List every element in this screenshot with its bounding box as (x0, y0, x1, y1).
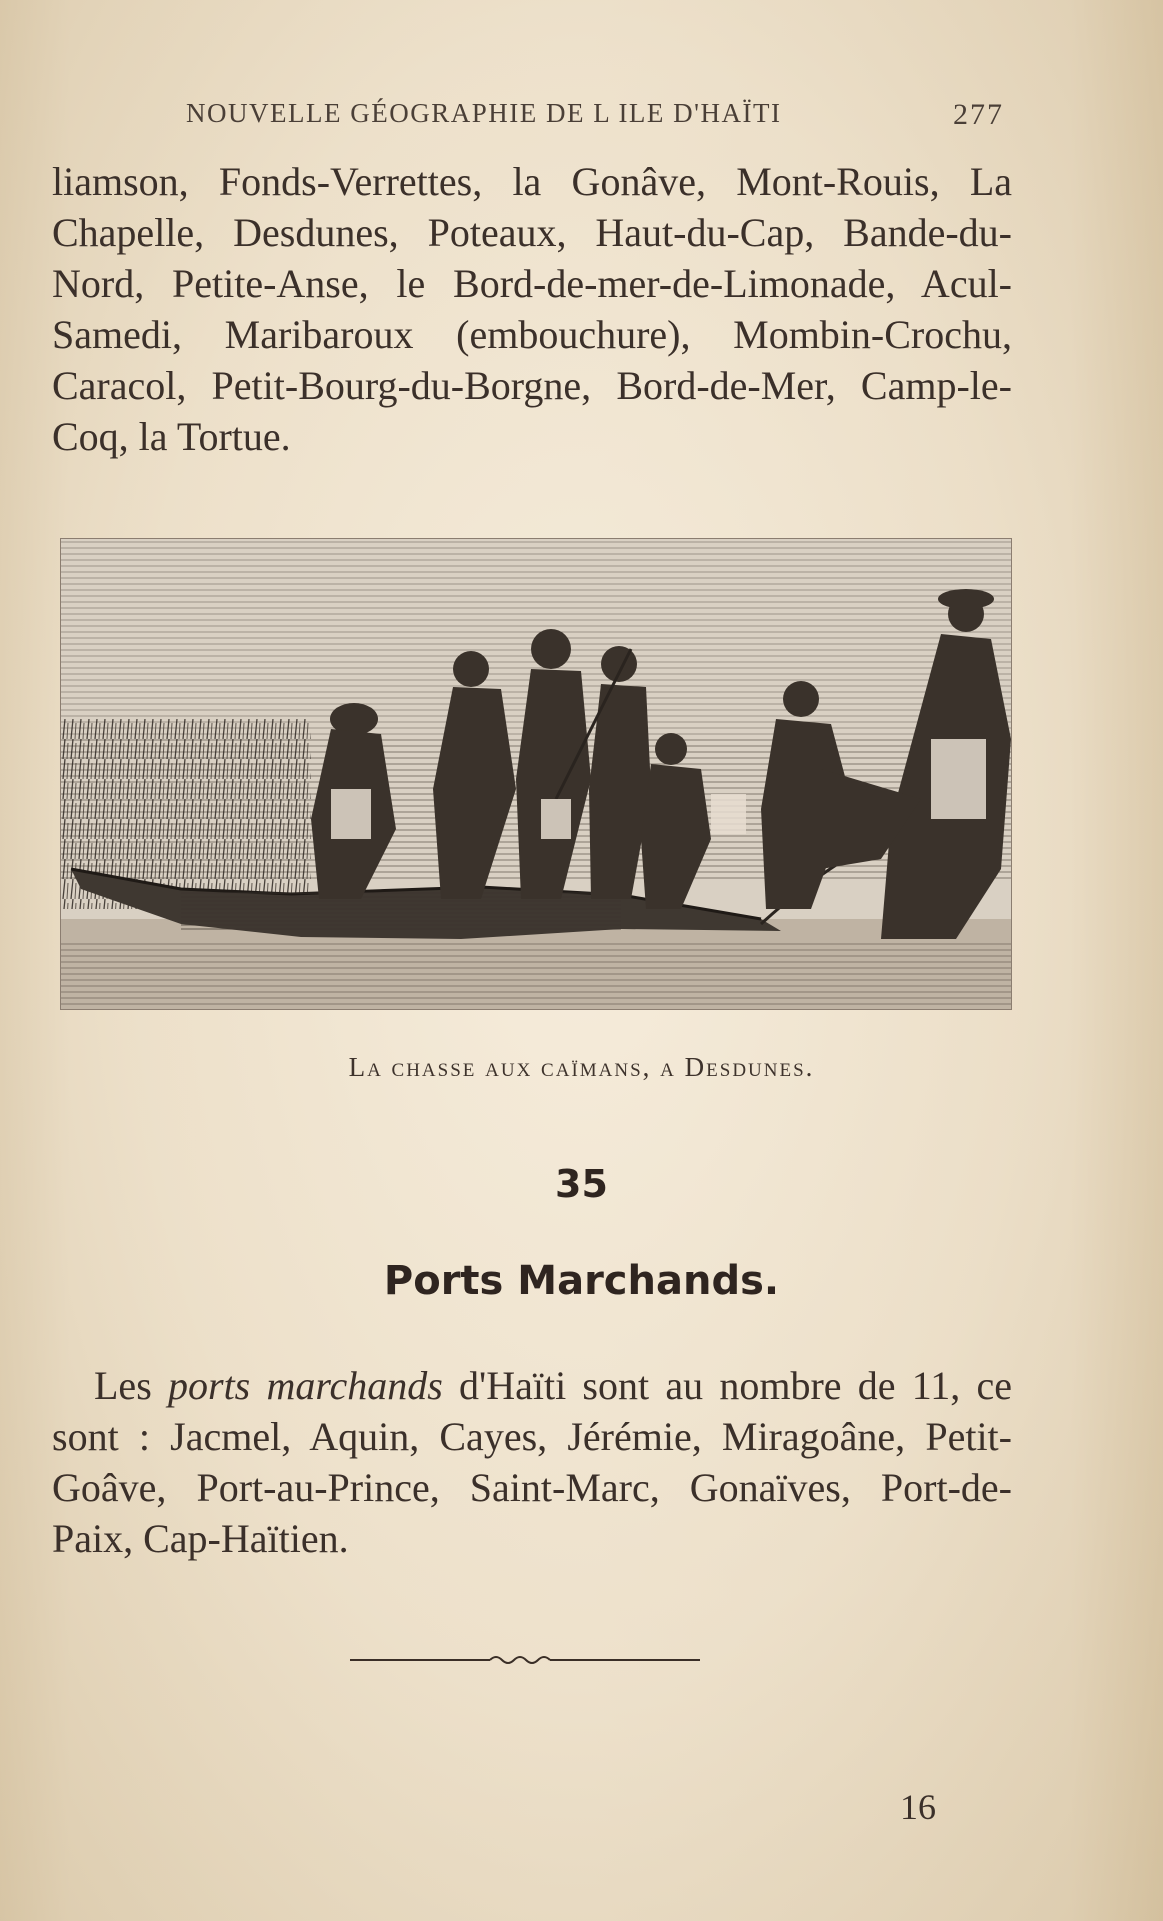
ornament-rule (350, 1648, 700, 1672)
section-number: 35 (555, 1162, 608, 1206)
figure-caption: La chasse aux caïmans, a Desdunes. (348, 1052, 815, 1082)
ports-paragraph (52, 1360, 1012, 1564)
running-head (186, 98, 1006, 132)
running-head-title: NOUVELLE GÉOGRAPHIE DE L ILE D'HAÏTI (186, 98, 782, 128)
signature-number: 16 (900, 1787, 936, 1827)
ports-paragraph-lead: Les (94, 1363, 168, 1408)
place-list-paragraph: liamson, Fonds-Verrettes, la Gonâve, Mont-Rouis, La Chapelle, Desdunes, Poteaux, Haut-du-Cap, Bande-du-Nord, Petite-Anse, le Bord-de-mer-de-Limonade, Acul-Samedi, Maribaroux (embouchure), Mombin-Crochu, Caracol, Petit-Bourg-du-Borgne, Bord-de-Mer, Camp-le-Coq, la Tortue. (52, 159, 1012, 459)
page-number: 277 (953, 98, 1004, 131)
section-title: Ports Marchands. (383, 1258, 780, 1304)
ports-paragraph-rest: d'Haïti sont au nombre de 11, ce sont : Jacmel, Aquin, Cayes, Jérémie, Miragoâne, Petit-Goâve, Port-au-Prince, Saint-Marc, Gonaïves, Port-de-Paix, Cap-Haïtien. (52, 1363, 1012, 1561)
ports-paragraph-emphasis: ports marchands (168, 1363, 443, 1408)
engraving-illustration (60, 538, 1012, 1010)
